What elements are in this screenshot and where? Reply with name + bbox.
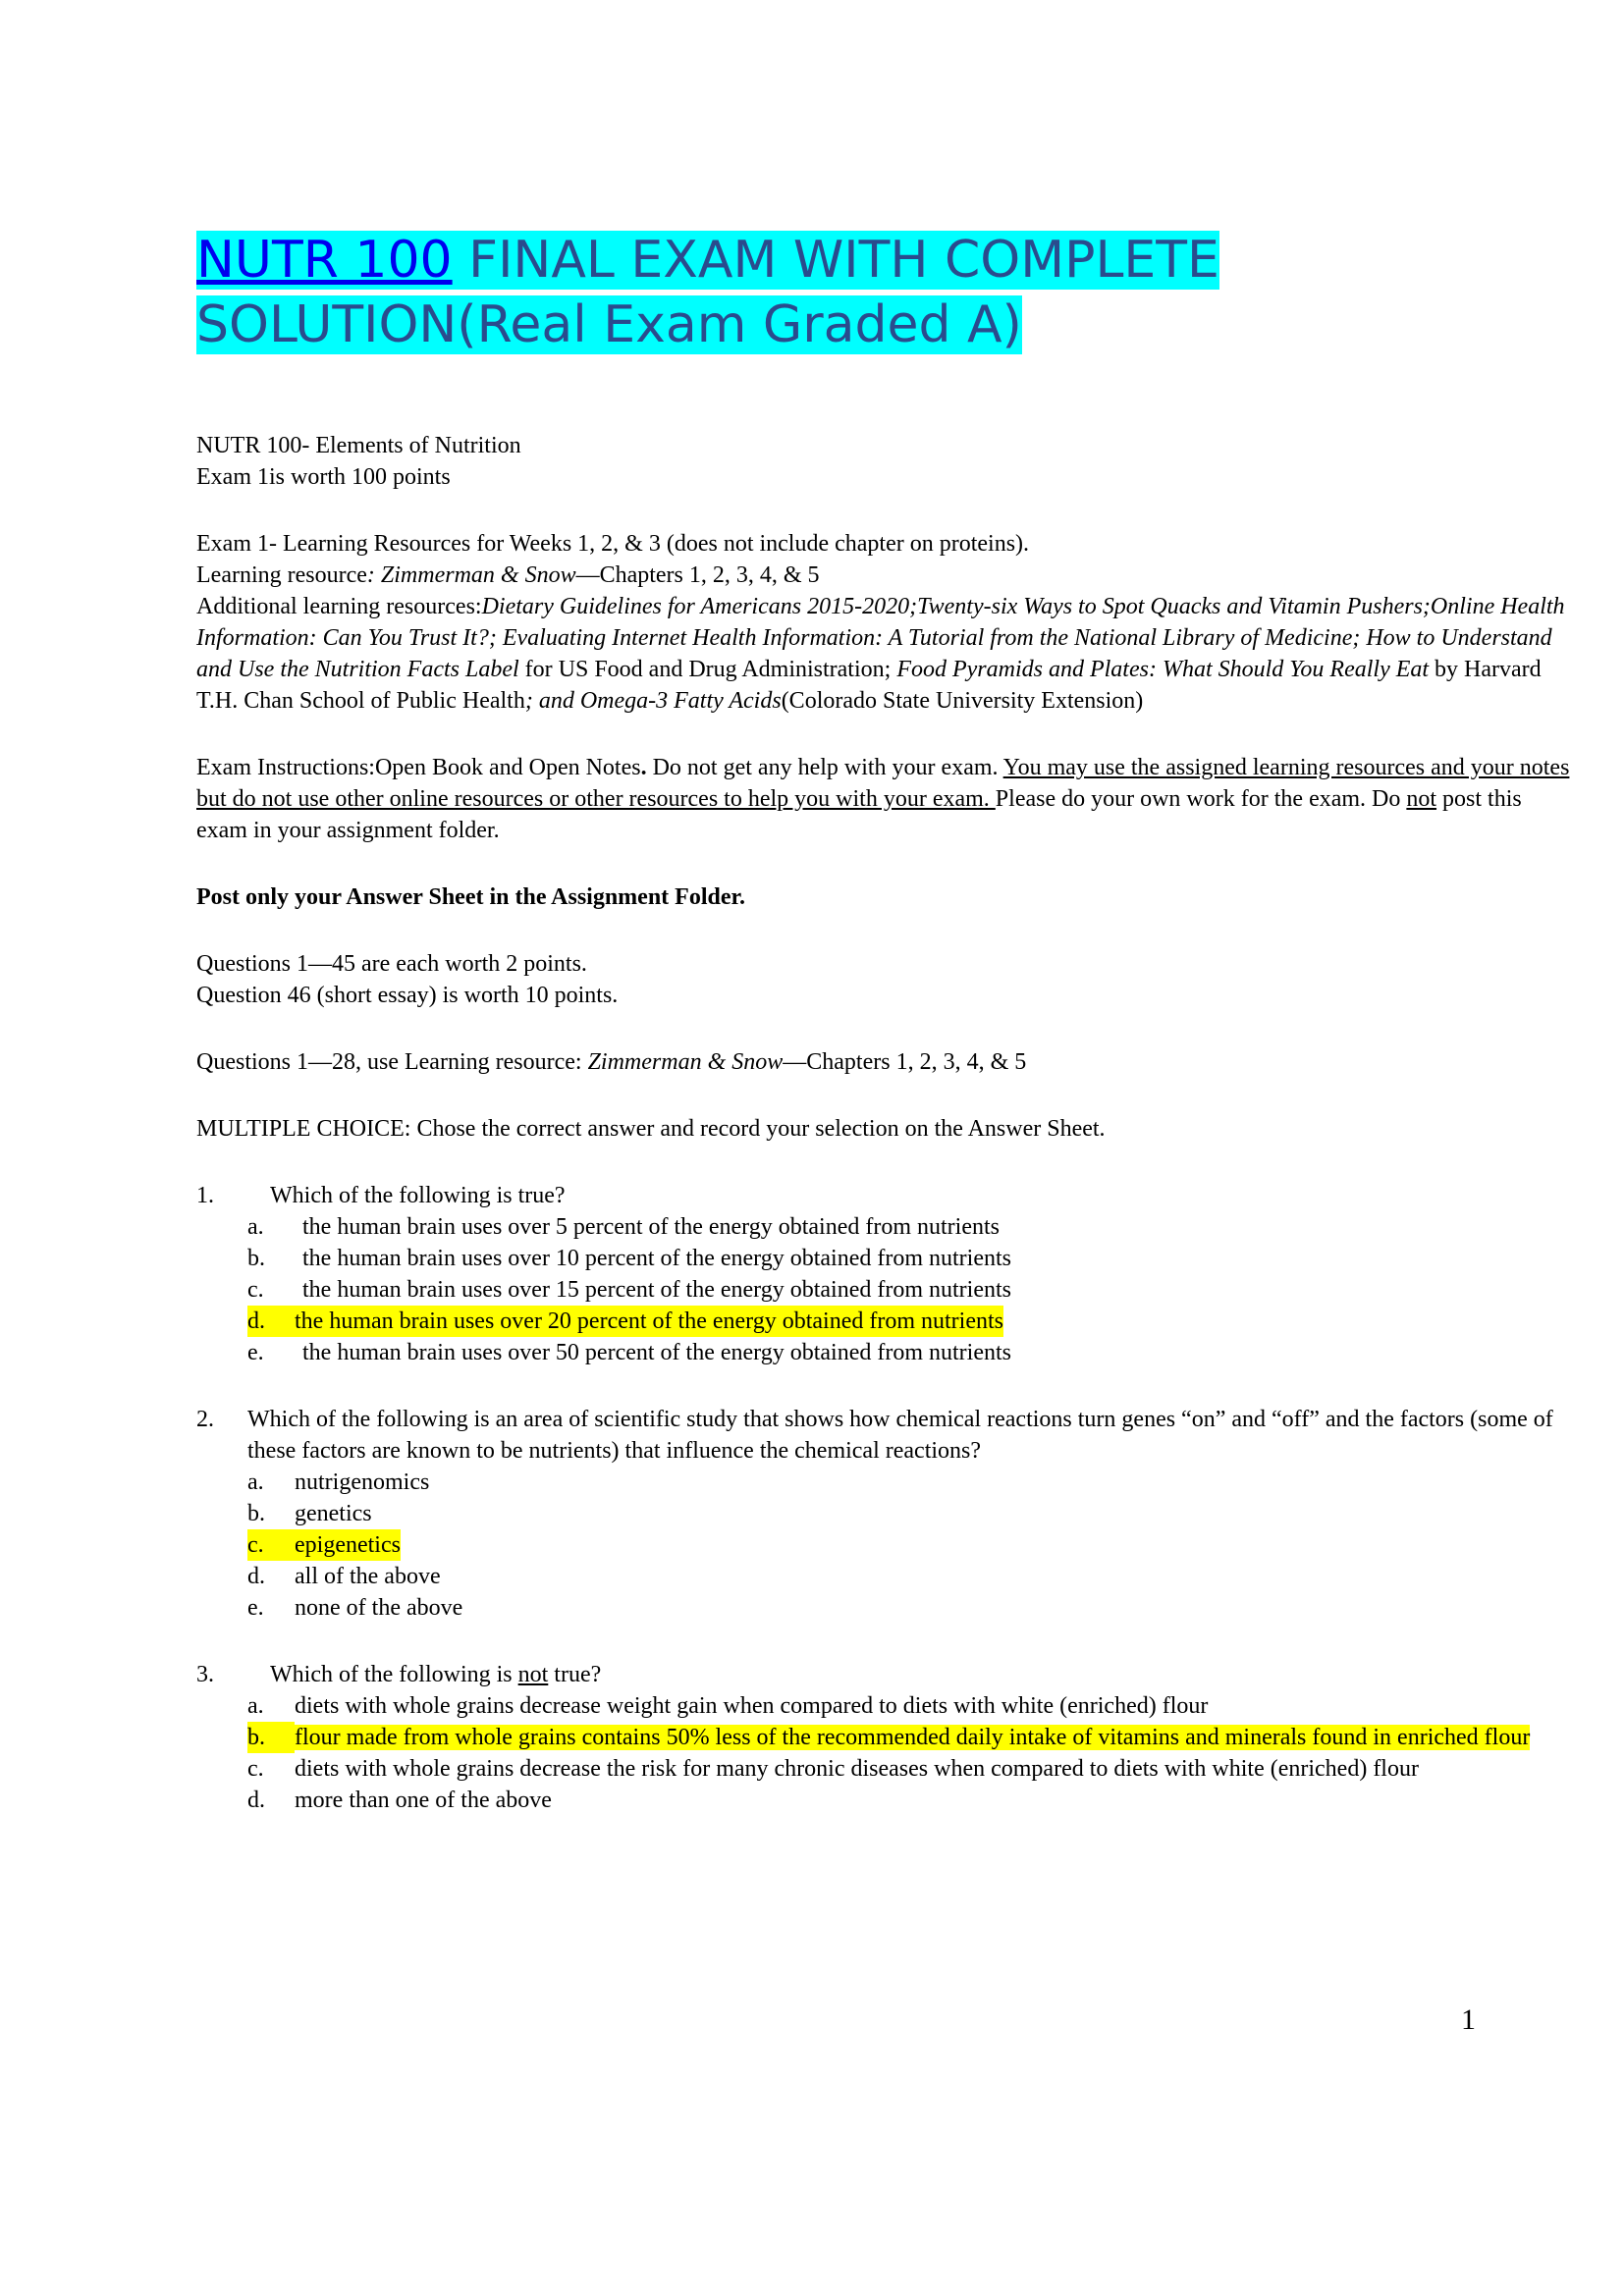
additional-resources: Additional learning resources:Dietary Guidelines for Americans 2015-2020;Twenty-six Ways to Spot Quacks and Vitamin Pushers;Online Health Information: Can You Trust It?; Evaluating Internet Health Information: A Tutorial from the National Library of Medicine; How to Understand and Use the Nutrition Facts Label for US Food and Drug Administration; Food Pyramids and Plates: What Should You Really Eat by Harvard T.H. Chan School of Public Health; and Omega-3 Fatty Acids(Colorado State University Extension)	[196, 594, 1565, 714]
question-1	[196, 1180, 1576, 1368]
option-c: c. diets with whole grains decrease the risk for many chronic diseases when compared to diets with white (enriched) flour	[247, 1756, 1419, 1782]
question-3	[196, 1659, 1576, 1816]
option-d: d. all of the above	[247, 1564, 441, 1589]
question-text: Which of the following is an area of scientific study that shows how chemical reactions turn genes “on” and “off” and the factors (some of these factors are known to be nutrients) that influence the chemical reactions?	[247, 1407, 1553, 1464]
option-a: a. diets with whole grains decrease weight gain when compared to diets with white (enriched) flour	[247, 1693, 1209, 1719]
exam-worth: Exam 1is worth 100 points	[196, 464, 451, 490]
course-name: NUTR 100- Elements of Nutrition	[196, 433, 521, 458]
option-a: a. nutrigenomics	[247, 1469, 430, 1495]
option-c-answer: c. epigenetics	[196, 1529, 1576, 1561]
mc-instructions: MULTIPLE CHOICE: Chose the correct answer and record your selection on the Answer Sheet.	[196, 1116, 1106, 1142]
questions-resource: Questions 1—28, use Learning resource: Zimmerman & Snow—Chapters 1, 2, 3, 4, & 5	[196, 1049, 1027, 1075]
question-number: 3.	[196, 1662, 214, 1687]
document-title	[196, 228, 1424, 357]
option-d-answer: d. the human brain uses over 20 percent of the energy obtained from nutrients	[196, 1306, 1576, 1337]
points-line-1: Questions 1—45 are each worth 2 points.	[196, 951, 587, 977]
question-2	[196, 1404, 1576, 1624]
learning-resource: Learning resource: Zimmerman & Snow—Chapters 1, 2, 3, 4, & 5	[196, 562, 820, 588]
points-line-2: Question 46 (short essay) is worth 10 points.	[196, 983, 619, 1008]
option-a: a. the human brain uses over 5 percent of the energy obtained from nutrients	[247, 1214, 1001, 1240]
title-line-1: NUTR 100 FINAL EXAM WITH COMPLETE	[196, 231, 1219, 290]
option-b: b. the human brain uses over 10 percent of the energy obtained from nutrients	[247, 1246, 1012, 1271]
exam-instructions: Exam Instructions:Open Book and Open Notes. Do not get any help with your exam. You may use the assigned learning resources and your notes but do not use other online resources or other resources to help you with your exam. Please do your own work for the exam. Do not post this exam in your assignment folder.	[196, 755, 1570, 843]
question-number: 1.	[196, 1183, 214, 1208]
option-b: b. genetics	[247, 1501, 372, 1526]
course-link[interactable]: NUTR 100	[196, 231, 453, 290]
option-d: d. more than one of the above	[247, 1788, 552, 1813]
option-b-answer: b. flour made from whole grains contains 50% less of the recommended daily intake of vitamins and minerals found in enriched flour	[196, 1722, 1576, 1753]
title-line-2: SOLUTION(Real Exam Graded A)	[196, 295, 1022, 354]
document-body	[196, 430, 1576, 1816]
option-e: e. the human brain uses over 50 percent of the energy obtained from nutrients	[247, 1340, 1012, 1365]
post-only-note: Post only your Answer Sheet in the Assignment Folder.	[196, 884, 745, 910]
question-text: Which of the following is not true?	[270, 1662, 602, 1687]
question-text: Which of the following is true?	[270, 1183, 566, 1208]
resources-weeks: Exam 1- Learning Resources for Weeks 1, 2, & 3 (does not include chapter on proteins).	[196, 531, 1030, 557]
option-c: c. the human brain uses over 15 percent of the energy obtained from nutrients	[247, 1277, 1012, 1303]
page-number: 1	[1461, 2003, 1476, 2036]
option-e: e. none of the above	[247, 1595, 463, 1621]
question-number: 2.	[196, 1407, 214, 1432]
